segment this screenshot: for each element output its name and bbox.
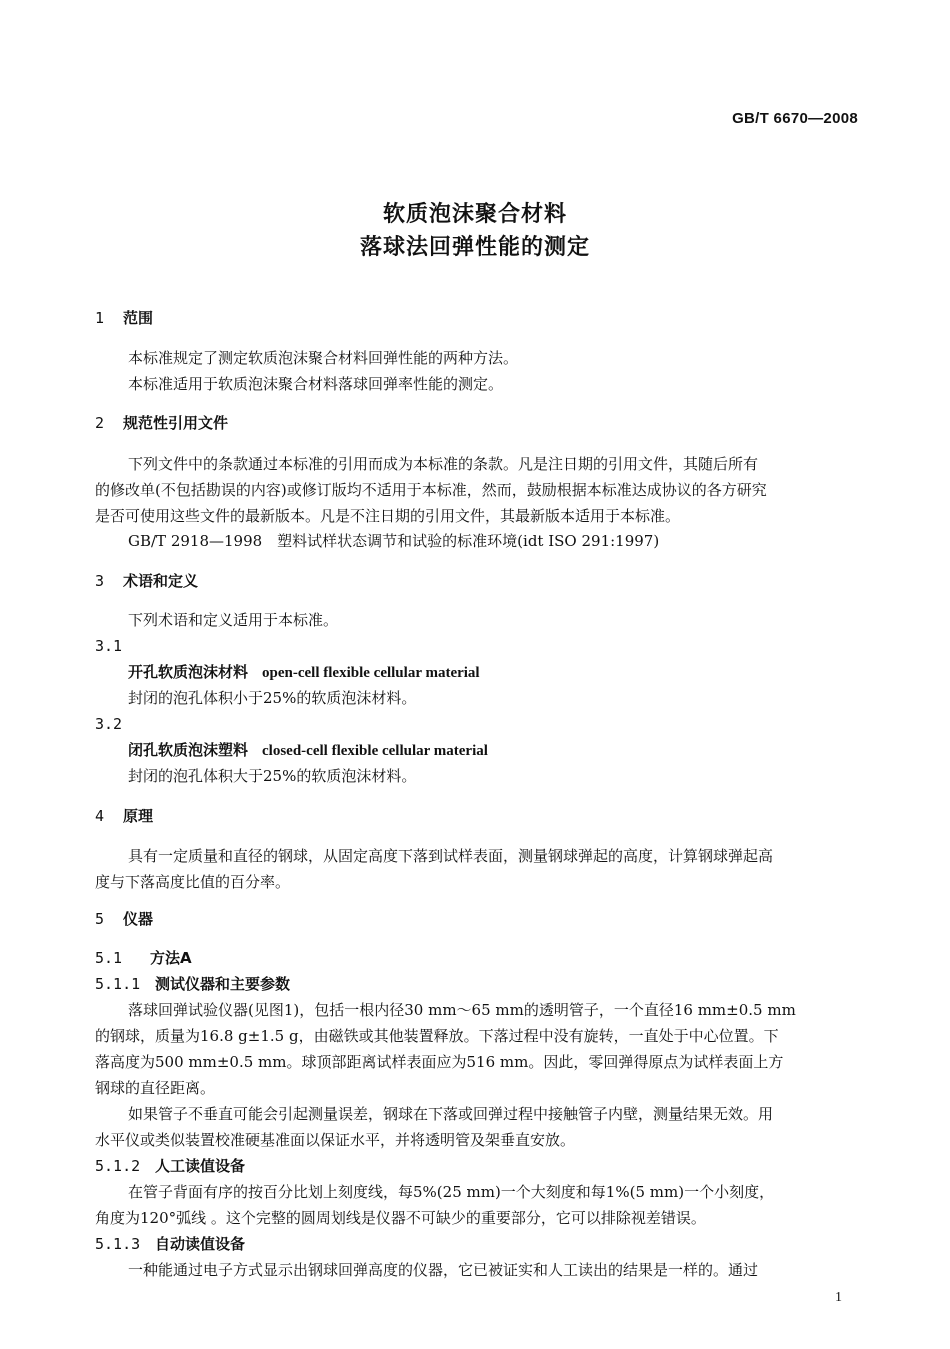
term-3-1 — [128, 662, 480, 683]
section-5-1-1-heading — [95, 974, 290, 994]
section-title: 范围 — [123, 309, 154, 327]
term-3-2-english: closed-cell flexible cellular material — [262, 743, 488, 759]
s511-text-line-4: 钢球的直径距离。 — [95, 1079, 216, 1097]
s4-text-line-2: 度与下落高度比值的百分率。 — [95, 873, 291, 891]
section-1-heading — [95, 308, 153, 328]
s511-text-line-6: 水平仪或类似装置校准硬基准面以保证水平，并将透明管及架垂直安放。 — [95, 1131, 576, 1149]
section-number: 4 — [95, 807, 105, 825]
s1-paragraph-2: 本标准适用于软质泡沫聚合材料落球回弹率性能的测定。 — [128, 375, 504, 393]
term-3-2-definition: 封闭的泡孔体积大于25%的软质泡沫材料。 — [128, 767, 417, 785]
s1-paragraph-1: 本标准规定了测定软质泡沫聚合材料回弹性能的两种方法。 — [128, 349, 519, 367]
s2-text-line-3: 是否可使用这些文件的最新版本。凡是不注日期的引用文件，其最新版本适用于本标准。 — [95, 507, 681, 525]
section-title: 原理 — [123, 807, 154, 825]
section-title: 自动读值设备 — [155, 1235, 246, 1253]
term-3-2-chinese: 闭孔软质泡沫塑料 — [128, 741, 249, 759]
section-title: 方法A — [150, 949, 192, 967]
term-3-1-definition: 封闭的泡孔体积小于25%的软质泡沫材料。 — [128, 689, 417, 707]
s2-text-line-1: 下列文件中的条款通过本标准的引用而成为本标准的条款。凡是注日期的引用文件，其随后所有 — [128, 455, 759, 473]
s2-reference: GB/T 2918—1998 塑料试样状态调节和试验的标准环境(idt ISO 291:1997) — [128, 532, 660, 550]
section-number: 5.1 — [95, 949, 123, 967]
section-5-1-3-heading — [95, 1234, 245, 1254]
s512-text-line-1: 在管子背面有序的按百分比划上刻度线，每5%(25 mm)一个大刻度和每1%(5 mm)一个小刻度， — [128, 1183, 775, 1201]
s511-text-line-1: 落球回弹试验仪器(见图1)，包括一根内径30 mm～65 mm的透明管子，一个直径16 mm±0.5 mm — [128, 1001, 796, 1019]
s511-text-line-3: 落高度为500 mm±0.5 mm。球顶部距离试样表面应为516 mm。因此，零回弹得原点为试样表面上方 — [95, 1053, 784, 1071]
s3-intro: 下列术语和定义适用于本标准。 — [128, 611, 339, 629]
term-3-2-number: 3.2 — [95, 715, 123, 733]
s512-text-line-2: 角度为120°弧线 。这个完整的圆周划线是仪器不可缺少的重要部分，它可以排除视差错误。 — [95, 1209, 706, 1227]
section-number: 1 — [95, 309, 105, 327]
section-2-heading — [95, 413, 228, 433]
section-3-heading — [95, 571, 198, 591]
term-3-1-number: 3.1 — [95, 637, 123, 655]
section-5-heading — [95, 909, 153, 929]
s2-text-line-2: 的修改单(不包括勘误的内容)或修订版均不适用于本标准，然而，鼓励根据本标准达成协议的各方研究 — [95, 481, 767, 499]
title-line-1: 软质泡沫聚合材料 — [382, 202, 567, 227]
standard-number: GB/T 6670—2008 — [732, 110, 858, 127]
section-number: 3 — [95, 572, 105, 590]
term-3-2 — [128, 740, 488, 761]
s511-text-line-5: 如果管子不垂直可能会引起测量误差，钢球在下落或回弹过程中接触管子内壁，测量结果无效。用 — [128, 1105, 774, 1123]
section-number: 5.1.2 — [95, 1157, 141, 1175]
section-title: 测试仪器和主要参数 — [155, 975, 291, 993]
title-line-2: 落球法回弹性能的测定 — [359, 235, 590, 260]
s513-text-line-1: 一种能通过电子方式显示出钢球回弹高度的仪器，它已被证实和人工读出的结果是一样的。通过 — [128, 1261, 759, 1279]
s511-text-line-2: 的钢球，质量为16.8 g±1.5 g，由磁铁或其他装置释放。下落过程中没有旋转，一直处于中心位置。下 — [95, 1027, 779, 1045]
section-title: 术语和定义 — [123, 572, 199, 590]
s4-text-line-1: 具有一定质量和直径的钢球，从固定高度下落到试样表面，测量钢球弹起的高度，计算钢球弹起高 — [128, 847, 774, 865]
section-number: 2 — [95, 414, 105, 432]
section-number: 5 — [95, 910, 105, 928]
section-4-heading — [95, 806, 153, 826]
section-number: 5.1.3 — [95, 1235, 141, 1253]
section-title: 仪器 — [123, 910, 154, 928]
section-title: 规范性引用文件 — [123, 414, 229, 432]
section-5-1-heading — [95, 948, 192, 968]
page-number: 1 — [835, 1290, 842, 1305]
section-title: 人工读值设备 — [155, 1157, 246, 1175]
term-3-1-english: open-cell flexible cellular material — [262, 665, 480, 681]
term-3-1-chinese: 开孔软质泡沫材料 — [128, 663, 249, 681]
section-5-1-2-heading — [95, 1156, 245, 1176]
section-number: 5.1.1 — [95, 975, 141, 993]
